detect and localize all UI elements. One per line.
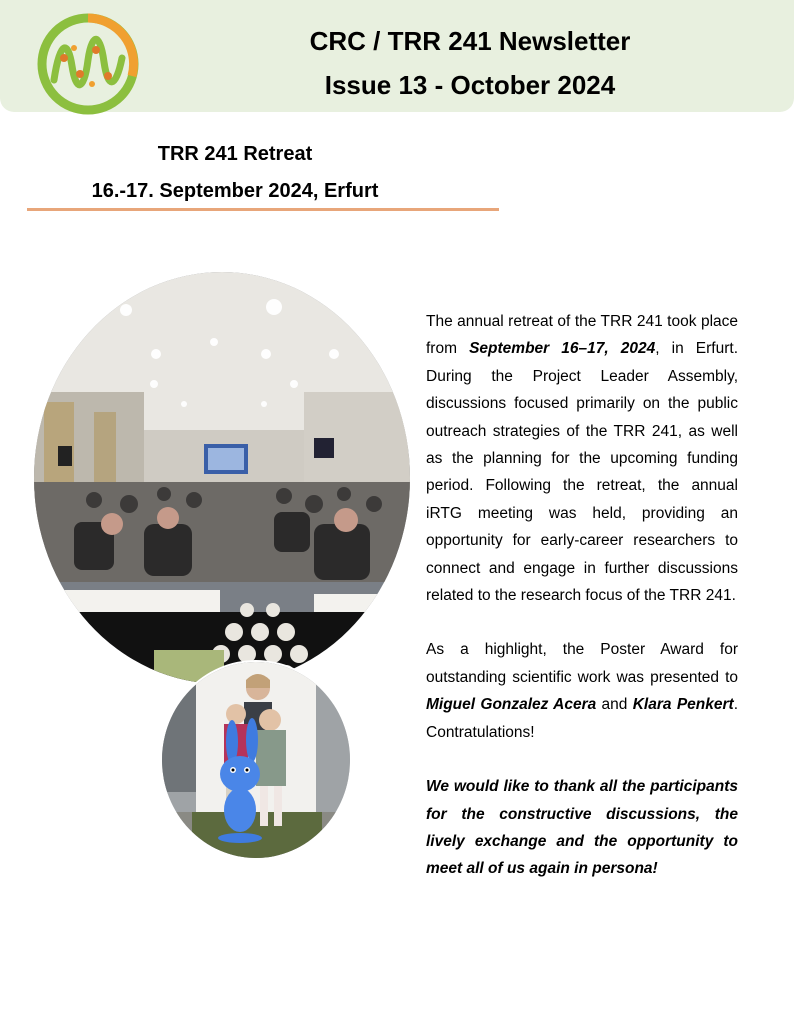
award-winner-2: Klara Penkert [632,696,734,714]
retreat-dates: September 16–17, 2024 [469,340,656,358]
paragraph-poster-award: As a highlight, the Poster Award for outstanding scientific work was presented to Miguel Gonzalez Acera and Klara Penkert. Contratulations! [426,641,738,741]
award-winner-1: Miguel Gonzalez Acera [426,696,597,714]
section-divider [27,208,499,211]
crc-logo [34,10,142,118]
article-body [426,308,738,883]
section-date: 16.-17. September 2024, Erfurt [91,180,379,202]
newsletter-header [0,0,794,112]
newsletter-issue: Issue 13 - October 2024 [324,70,616,100]
poster-award-photo [160,660,352,860]
retreat-photo [34,272,410,684]
section-title: TRR 241 Retreat [157,143,313,165]
paragraph-retreat: The annual retreat of the TRR 241 took place from September 16–17, 2024, in Erfurt. During the Project Leader Assembly, discussions focused primarily on the public outreach strategies of the TRR 241, as well as the planning for the upcoming funding period. Following the retreat, the annual iRTG meeting was held, providing an opportunity for early-career researchers to connect and engage in further discussions related to the research focus of the TRR 241. [426,313,738,605]
newsletter-title: CRC / TRR 241 Newsletter [309,26,631,56]
paragraph-thanks: We would like to thank all the participants for the constructive discussions, the lively exchange and the opportunity to meet all of us again in persona! [426,778,738,878]
